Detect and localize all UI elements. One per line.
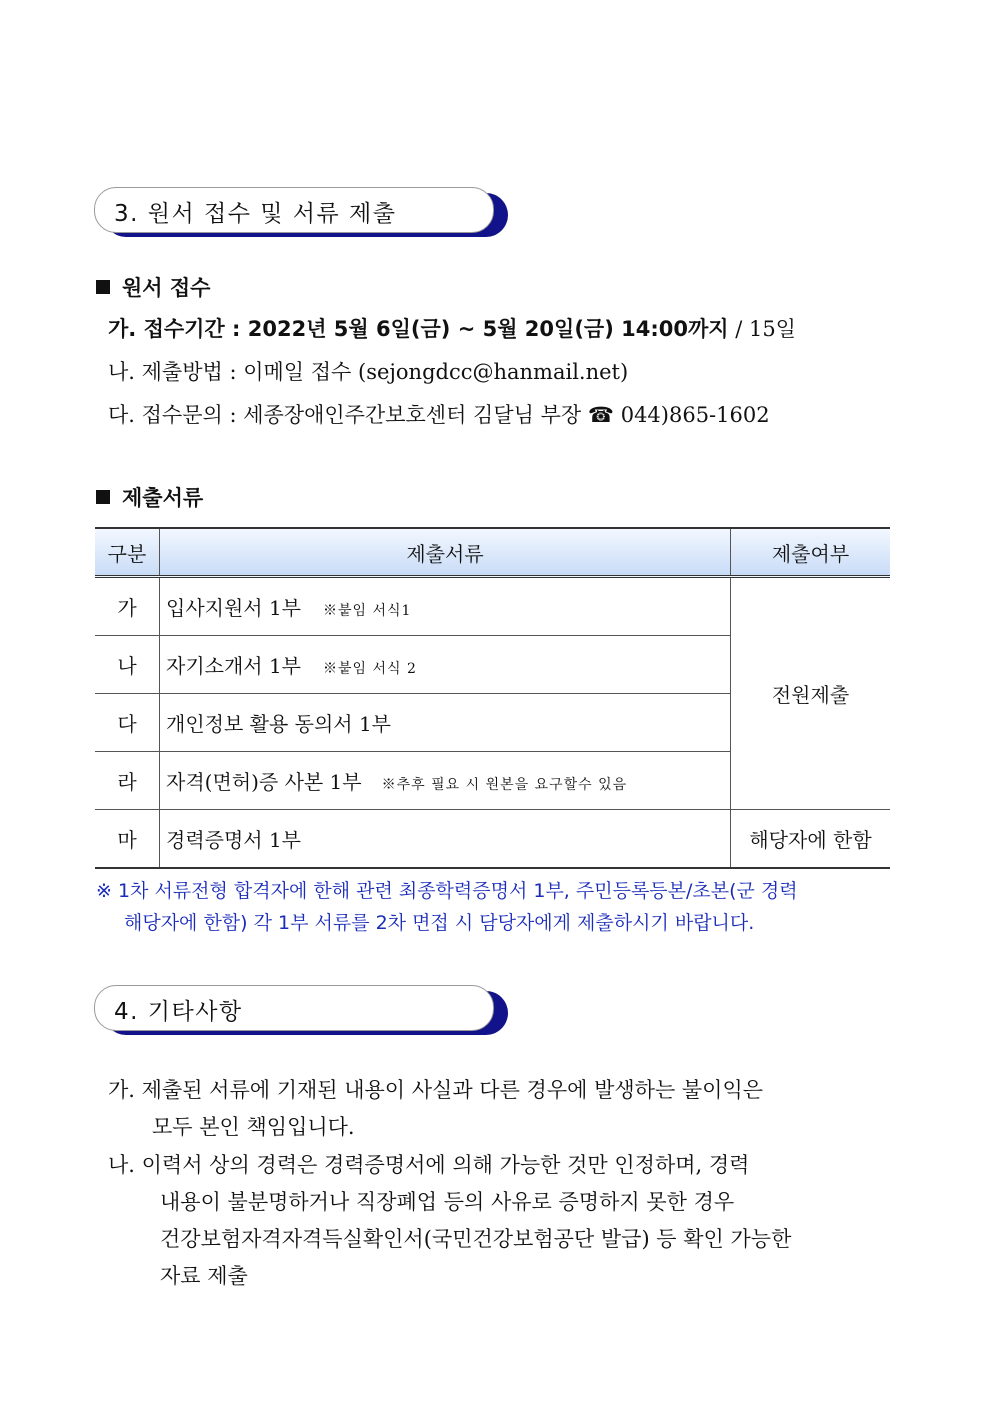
row-id: 다 bbox=[95, 694, 160, 752]
footnote-line-1: ※ 1차 서류전형 합격자에 한해 관련 최종학력증명서 1부, 주민등록등본/초본(군 경력 bbox=[96, 880, 798, 902]
item-b-line-3: 건강보험자격자격득실확인서(국민건강보험공단 발급) 등 확인 가능한 bbox=[160, 1227, 792, 1251]
section-3-header bbox=[94, 187, 508, 239]
item-b-line-2: 내용이 불분명하거나 직장폐업 등의 사유로 증명하지 못한 경우 bbox=[160, 1190, 735, 1214]
item-a-line-2: 모두 본인 책임입니다. bbox=[152, 1115, 355, 1139]
row-doc: 자격(면허)증 사본 1부 ※추후 필요 시 원본을 요구할수 있음 bbox=[160, 752, 731, 810]
square-bullet-icon bbox=[96, 280, 110, 294]
item-b-line-1: 나. 이력서 상의 경력은 경력증명서에 의해 가능한 것만 인정하며, 경력 bbox=[108, 1153, 750, 1177]
section-3-title: 3. 원서 접수 및 서류 제출 bbox=[114, 201, 397, 227]
documents-table bbox=[95, 527, 890, 869]
col-status: 제출여부 bbox=[731, 528, 891, 577]
phone-icon: ☎ bbox=[587, 403, 615, 427]
row-id: 라 bbox=[95, 752, 160, 810]
row-doc: 경력증명서 1부 bbox=[160, 810, 731, 869]
application-heading: 원서 접수 bbox=[96, 272, 210, 302]
section-4-header bbox=[94, 985, 508, 1037]
table-row bbox=[95, 810, 890, 869]
status-all: 전원제출 bbox=[731, 577, 891, 810]
item-a-line-1: 가. 제출된 서류에 기재된 내용이 사실과 다른 경우에 발생하는 불이익은 bbox=[108, 1078, 764, 1102]
footnote-line-2: 해당자에 한함) 각 1부 서류를 2차 면접 시 담당자에게 제출하시기 바랍니다. bbox=[124, 912, 755, 934]
row-id: 마 bbox=[95, 810, 160, 869]
col-category: 구분 bbox=[95, 528, 160, 577]
section-4-title: 4. 기타사항 bbox=[114, 999, 243, 1025]
status-last: 해당자에 한함 bbox=[731, 810, 891, 869]
square-bullet-icon bbox=[96, 490, 110, 504]
application-method: 나. 제출방법 : 이메일 접수 (sejongdcc@hanmail.net) bbox=[108, 360, 629, 384]
table-header-row bbox=[95, 528, 890, 577]
row-id: 가 bbox=[95, 577, 160, 636]
application-period: 가. 접수기간 : 2022년 5월 6일(금) ~ 5월 20일(금) 14:00까지 / 15일 bbox=[108, 317, 796, 341]
row-id: 나 bbox=[95, 636, 160, 694]
row-doc: 개인정보 활용 동의서 1부 bbox=[160, 694, 731, 752]
item-b-line-4: 자료 제출 bbox=[160, 1264, 248, 1288]
row-doc: 입사지원서 1부 ※붙임 서식1 bbox=[160, 577, 731, 636]
application-contact: 다. 접수문의 : 세종장애인주간보호센터 김달님 부장 ☎ 044)865-1602 bbox=[108, 403, 770, 427]
documents-heading: 제출서류 bbox=[96, 482, 203, 512]
table-row bbox=[95, 577, 890, 636]
row-doc: 자기소개서 1부 ※붙임 서식 2 bbox=[160, 636, 731, 694]
col-documents: 제출서류 bbox=[160, 528, 731, 577]
